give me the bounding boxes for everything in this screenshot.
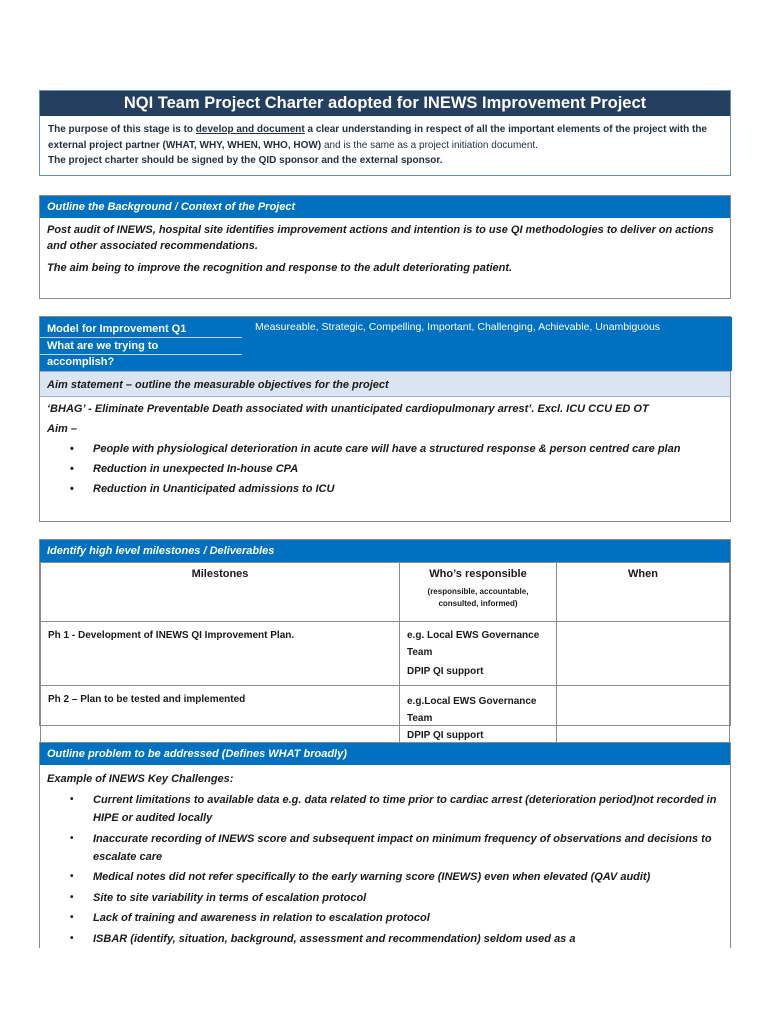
table-row: Ph 1 - Development of INEWS QI Improvement Plan. e.g. Local EWS Governance Team DPIP QI support [41,622,730,686]
list-item: • ISBAR (identify, situation, background, assessment and recommendation) seldom used as a [93,930,723,948]
milestones-section [39,539,731,741]
list-item: • Inaccurate recording of INEWS score and subsequent impact on minimum frequency of observations and decisions to escalate care [93,830,723,866]
milestones-header: Identify high level milestones / Deliverables [40,540,730,562]
purpose-text: The purpose of this stage is to develop and document a clear understanding in respect of all the important elements of the project with the external project partner (WHAT, WHY, WHEN, WHO, HOW) and is the same as a project initiation document. The project charter should be signed by the QID sponsor and the external sponsor. [48,124,707,166]
purpose-emphasis: develop and document [195,124,305,135]
list-item: • Current limitations to available data e.g. data related to time prior to cardiac arrest (deterioration period)not recorded in HIPE or audited locally [93,791,723,827]
aim-statement-header: Aim statement – outline the measurable objectives for the project [40,371,730,397]
col-milestones: Milestones [41,563,400,622]
list-item: • Site to site variability in terms of escalation protocol [93,889,723,907]
problem-header: Outline problem to be addressed (Defines WHAT broadly) [40,743,730,765]
bhag-text: ‘BHAG’ - Eliminate Preventable Death associated with unanticipated cardiopulmonary arrest’. Excl. ICU CCU ED OT [47,403,649,415]
milestones-table [40,562,730,750]
table-header-row [41,563,730,622]
background-header: Outline the Background / Context of the Project [40,196,730,218]
col-whos-responsible: Who’s responsible (responsible, accountable, consulted, informed) [400,563,557,622]
model-for-improvement-section [39,316,731,522]
aim-label: Aim – [47,423,77,435]
list-item: • People with physiological deterioration in acute care will have a structured response & person centred care plan [93,439,723,459]
background-section [39,195,731,299]
problem-section [39,742,731,948]
list-item: • Reduction in unexpected In-house CPA [93,459,723,479]
table-row: Ph 2 – Plan to be tested and implemented e.g.Local EWS Governance Team DPIP QI support [41,686,730,750]
page-title: NQI Team Project Charter adopted for INEWS Improvement Project [40,91,730,116]
col-when: When [557,563,730,622]
background-body: Post audit of INEWS, hospital site identifies improvement actions and intention is to use QI methodologies to deliver on actions and other associated recommendations. The aim being to improve the recognition and response to the adult deteriorating patient. [47,224,714,274]
problem-lead: Example of INEWS Key Challenges: [47,773,234,785]
aim-statement-body [40,399,730,499]
aim-criteria: Measureable, Strategic, Compelling, Important, Challenging, Achievable, Unambiguous [242,317,732,371]
list-item: • Reduction in Unanticipated admissions to ICU [93,479,723,499]
challenge-list [47,791,723,948]
list-item: • Lack of training and awareness in relation to escalation protocol [93,909,723,927]
problem-body [40,765,730,954]
aim-list [47,439,723,499]
purpose-signature-note: The project charter should be signed by the QID sponsor and the external sponsor. [48,155,443,166]
model-question-label: Model for Improvement Q1 What are we trying to accomplish? [40,317,242,371]
list-item: • Medical notes did not refer specifically to the early warning score (INEWS) even when elevated (QAV audit) [93,868,723,886]
charter-title-section [39,90,731,176]
